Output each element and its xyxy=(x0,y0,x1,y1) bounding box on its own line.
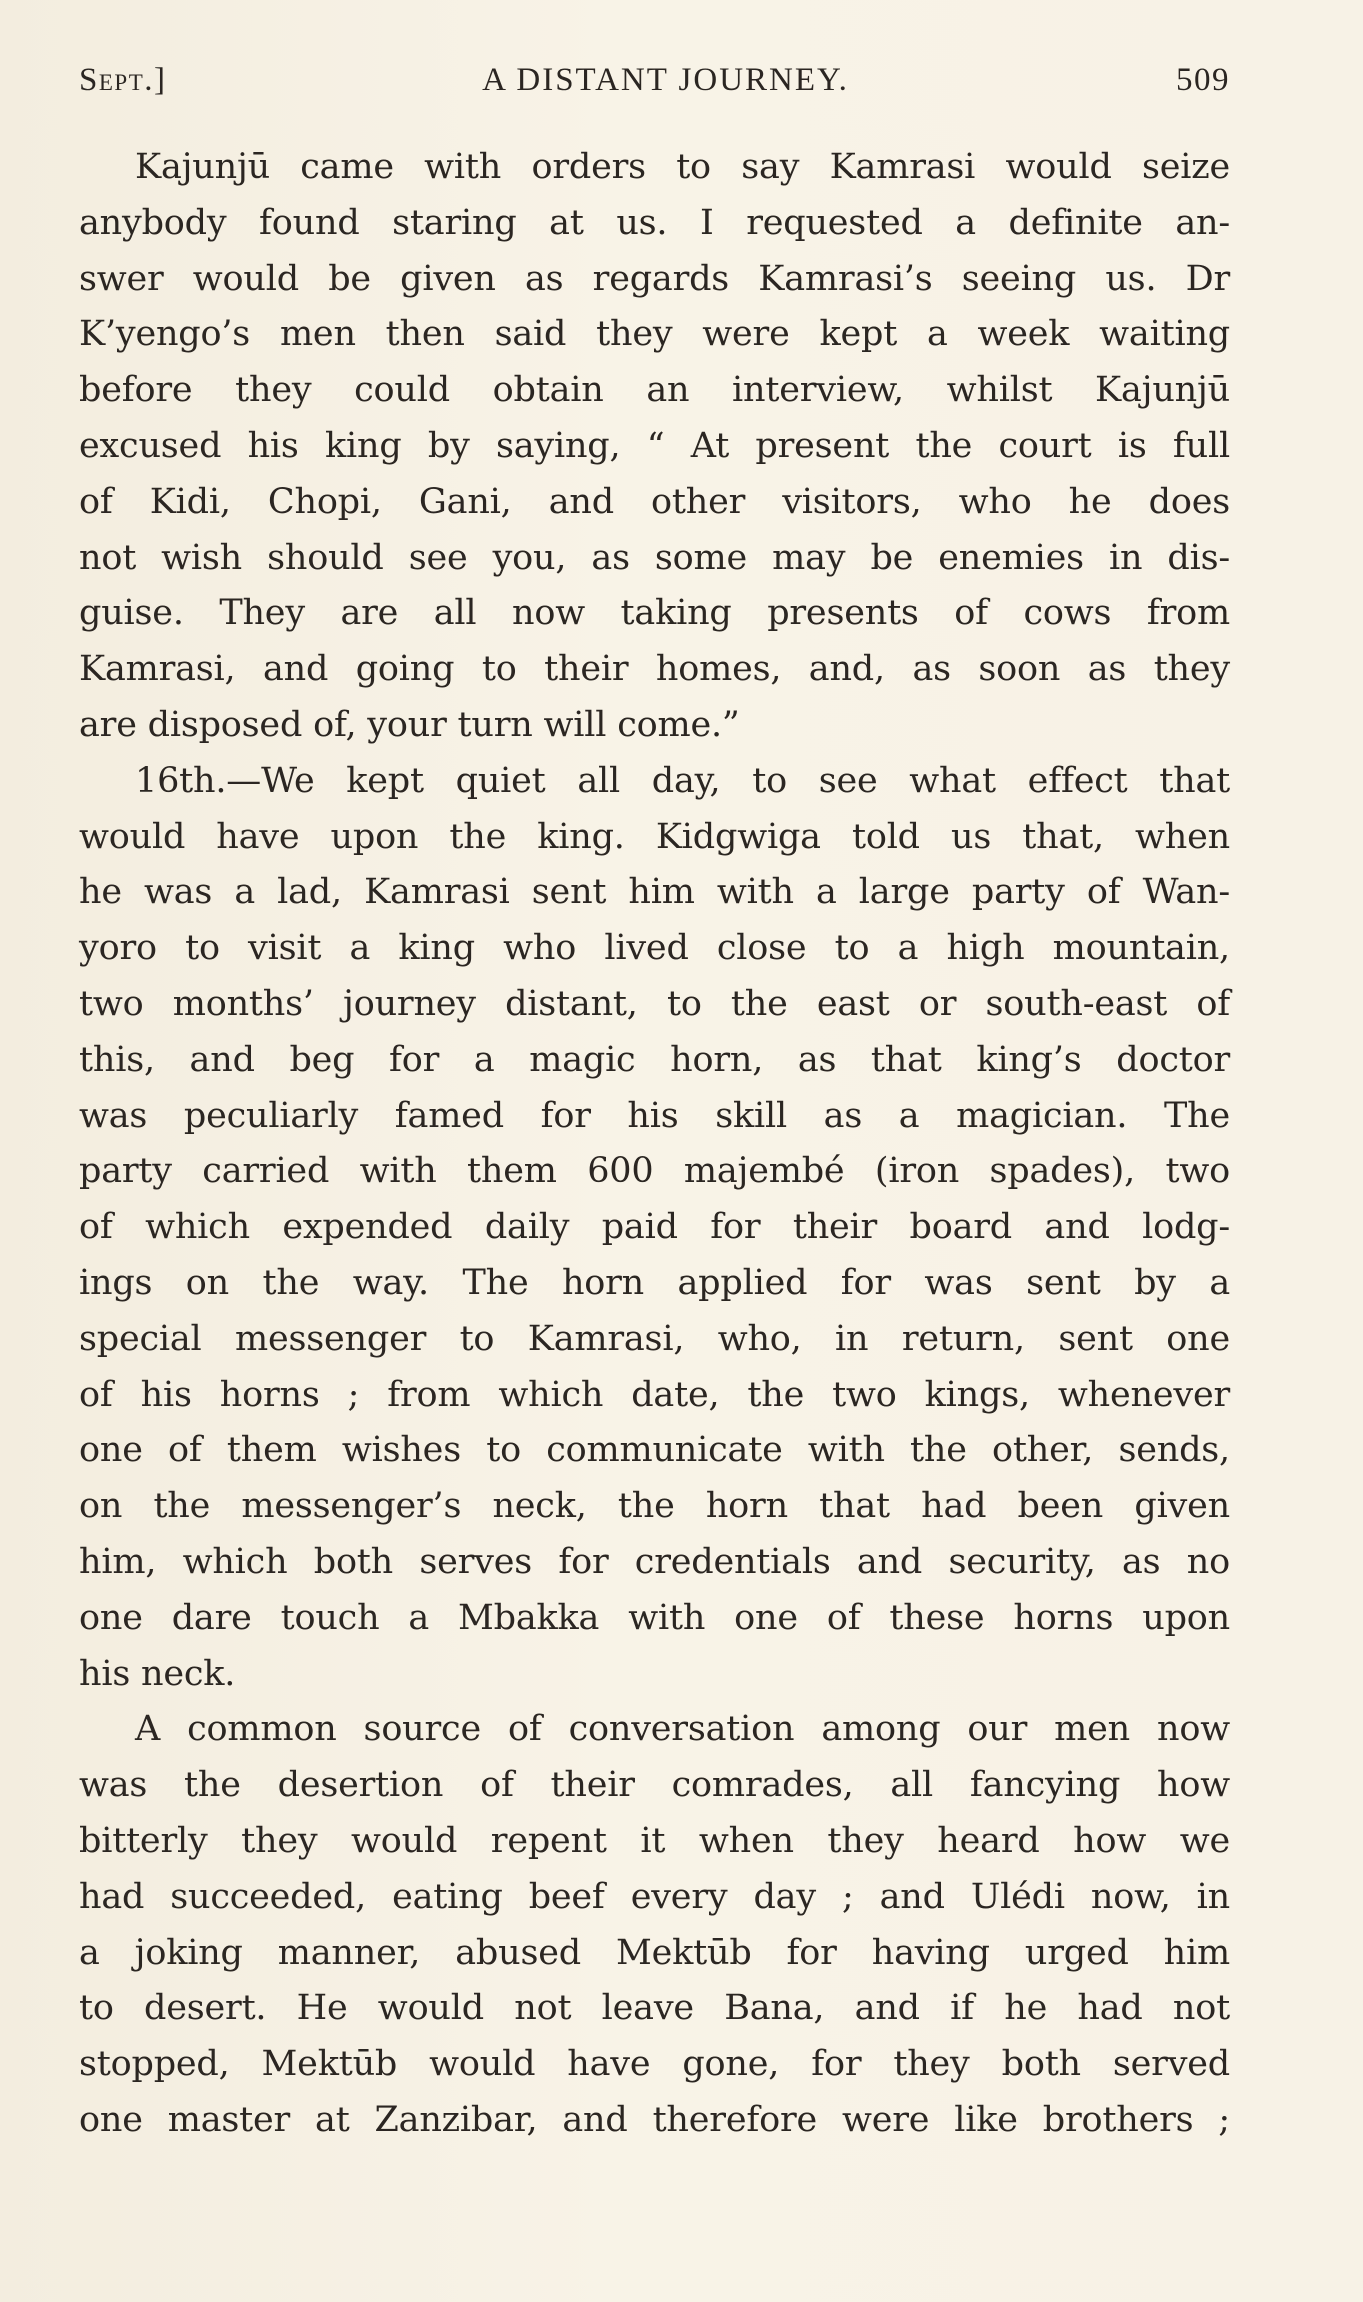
text-line: two months’ journey distant, to the east or south-east of xyxy=(79,983,1230,1024)
text-line: party carried with them 600 majembé (iron spades), two xyxy=(79,1151,1230,1192)
text-line: one dare touch a Mbakka with one of these horns upon xyxy=(79,1597,1230,1638)
text-line: one master at Zanzibar, and therefore were like brothers ; xyxy=(79,2099,1230,2140)
text-line: him, which both serves for credentials and security, as no xyxy=(79,1541,1230,1582)
text-line: of Kidi, Chopi, Gani, and other visitors, who he does xyxy=(79,481,1230,522)
header-title: A DISTANT JOURNEY. xyxy=(482,62,849,98)
text-line: anybody found staring at us. I requested a definite an- xyxy=(79,202,1230,243)
text-line: Kamrasi, and going to their homes, and, as soon as they xyxy=(79,649,1230,690)
text-line: was the desertion of their comrades, all fancying how xyxy=(79,1765,1230,1806)
running-header xyxy=(79,58,1230,102)
text-line: he was a lad, Kamrasi sent him with a large party of Wan- xyxy=(79,872,1230,913)
text-line: would have upon the king. Kidgwiga told us that, when xyxy=(79,816,1230,857)
text-line: before they could obtain an interview, whilst Kajunjū xyxy=(79,370,1230,411)
text-line: 16th.—We kept quiet all day, to see what effect that xyxy=(135,760,1230,801)
text-line: bitterly they would repent it when they heard how we xyxy=(79,1820,1230,1861)
text-line: was peculiarly famed for his skill as a magician. The xyxy=(79,1095,1230,1136)
text-line: A common source of conversation among our men now xyxy=(135,1709,1230,1750)
text-line: of his horns ; from which date, the two kings, whenever xyxy=(79,1374,1230,1415)
text-line: of which expended daily paid for their board and lodg- xyxy=(79,1207,1230,1248)
text-line: had succeeded, eating beef every day ; and Ulédi now, in xyxy=(79,1876,1230,1917)
page-number: 509 xyxy=(1176,62,1230,98)
text-line: K’yengo’s men then said they were kept a week waiting xyxy=(79,314,1230,355)
text-line: ings on the way. The horn applied for was sent by a xyxy=(79,1262,1230,1303)
body-text xyxy=(79,140,1230,2149)
text-line: stopped, Mektūb would have gone, for they both served xyxy=(79,2044,1230,2085)
text-line: this, and beg for a magic horn, as that king’s doctor xyxy=(79,1039,1230,1080)
text-line: on the messenger’s neck, the horn that had been given xyxy=(79,1486,1230,1527)
header-month: Sept.] xyxy=(79,62,167,98)
text-line: Kajunjū came with orders to say Kamrasi would seize xyxy=(135,147,1230,187)
text-line: guise. They are all now taking presents of cows from xyxy=(79,593,1230,634)
text-line: special messenger to Kamrasi, who, in return, sent one xyxy=(79,1318,1230,1359)
text-line: are disposed of, your turn will come.” xyxy=(79,704,740,745)
text-line: a joking manner, abused Mektūb for having urged him xyxy=(79,1932,1230,1973)
text-line: yoro to visit a king who lived close to a high mountain, xyxy=(79,928,1230,969)
text-line: excused his king by saying, “ At present the court is full xyxy=(79,425,1230,466)
text-line: to desert. He would not leave Bana, and if he had not xyxy=(79,1988,1230,2029)
text-line: one of them wishes to communicate with the other, sends, xyxy=(79,1430,1230,1471)
text-line: not wish should see you, as some may be enemies in dis- xyxy=(79,537,1230,578)
text-line: swer would be given as regards Kamrasi’s seeing us. Dr xyxy=(79,258,1230,299)
text-line: his neck. xyxy=(79,1653,236,1694)
